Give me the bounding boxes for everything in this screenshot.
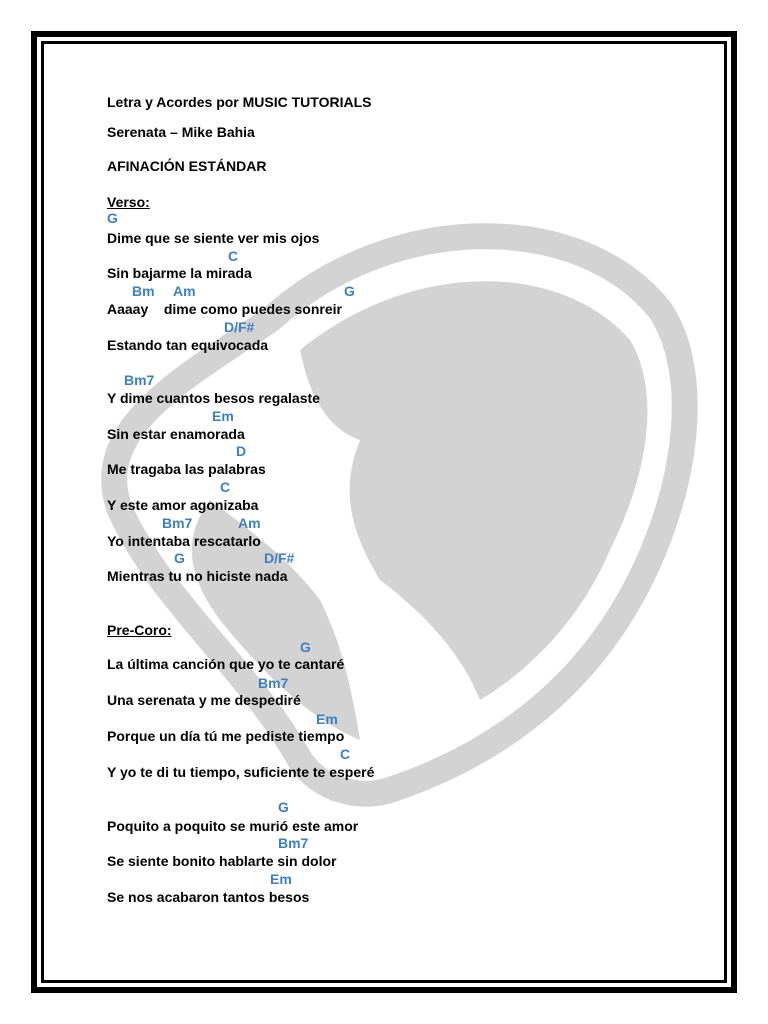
lyric-line: Mientras tu no hiciste nada <box>107 568 288 584</box>
chord: G <box>107 210 118 226</box>
chord: D <box>236 443 247 459</box>
lyric-line: Y yo te di tu tiempo, suficiente te esperé <box>107 764 375 780</box>
chord: Bm <box>132 283 155 299</box>
chord: Bm7 <box>258 675 289 691</box>
chord: Em <box>316 711 338 727</box>
chord: C <box>228 248 239 264</box>
chord: Am <box>173 283 196 299</box>
chord: Em <box>212 408 234 424</box>
chord: Bm7 <box>278 835 309 851</box>
lyric-line: Me tragaba las palabras <box>107 461 266 477</box>
chord: G <box>300 639 311 655</box>
chord: C <box>340 746 351 762</box>
lyric-line: Sin estar enamorada <box>107 426 245 442</box>
chord: G <box>174 550 185 566</box>
lyric-line: Y este amor agonizaba <box>107 497 259 513</box>
precoro-heading: Pre-Coro: <box>107 622 172 638</box>
lyric-line: Dime que se siente ver mis ojos <box>107 230 320 246</box>
chord: G <box>344 283 355 299</box>
tuning-label: AFINACIÓN ESTÁNDAR <box>107 158 267 174</box>
chord: D/F# <box>264 550 295 566</box>
chord: G <box>278 799 289 815</box>
lyric-line: Y dime cuantos besos regalaste <box>107 390 320 406</box>
chord: Bm7 <box>162 515 193 531</box>
lyric-line: Sin bajarme la mirada <box>107 265 252 281</box>
song-title: Serenata – Mike Bahia <box>107 124 255 140</box>
credit-line: Letra y Acordes por MUSIC TUTORIALS <box>107 94 372 110</box>
lyric-line: Poquito a poquito se murió este amor <box>107 818 359 834</box>
chord: Am <box>238 515 261 531</box>
lyric-line: Porque un día tú me pediste tiempo <box>107 728 345 744</box>
verse-heading: Verso: <box>107 194 150 210</box>
lyric-line: Una serenata y me despediré <box>107 692 301 708</box>
guitar-pick-logo-icon <box>60 200 720 850</box>
lyric-line: Se nos acabaron tantos besos <box>107 889 310 905</box>
lyric-line: Aaaay dime como puedes sonreir <box>107 301 342 317</box>
chord: Em <box>270 871 292 887</box>
lyric-line: La última canción que yo te cantaré <box>107 656 345 672</box>
lyric-line: Estando tan equivocada <box>107 337 269 353</box>
lyric-line: Yo intentaba rescatarlo <box>107 533 261 549</box>
lyric-line: Se siente bonito hablarte sin dolor <box>107 853 337 869</box>
chord: C <box>220 479 231 495</box>
chord: D/F# <box>224 319 255 335</box>
chord: Bm7 <box>124 372 155 388</box>
